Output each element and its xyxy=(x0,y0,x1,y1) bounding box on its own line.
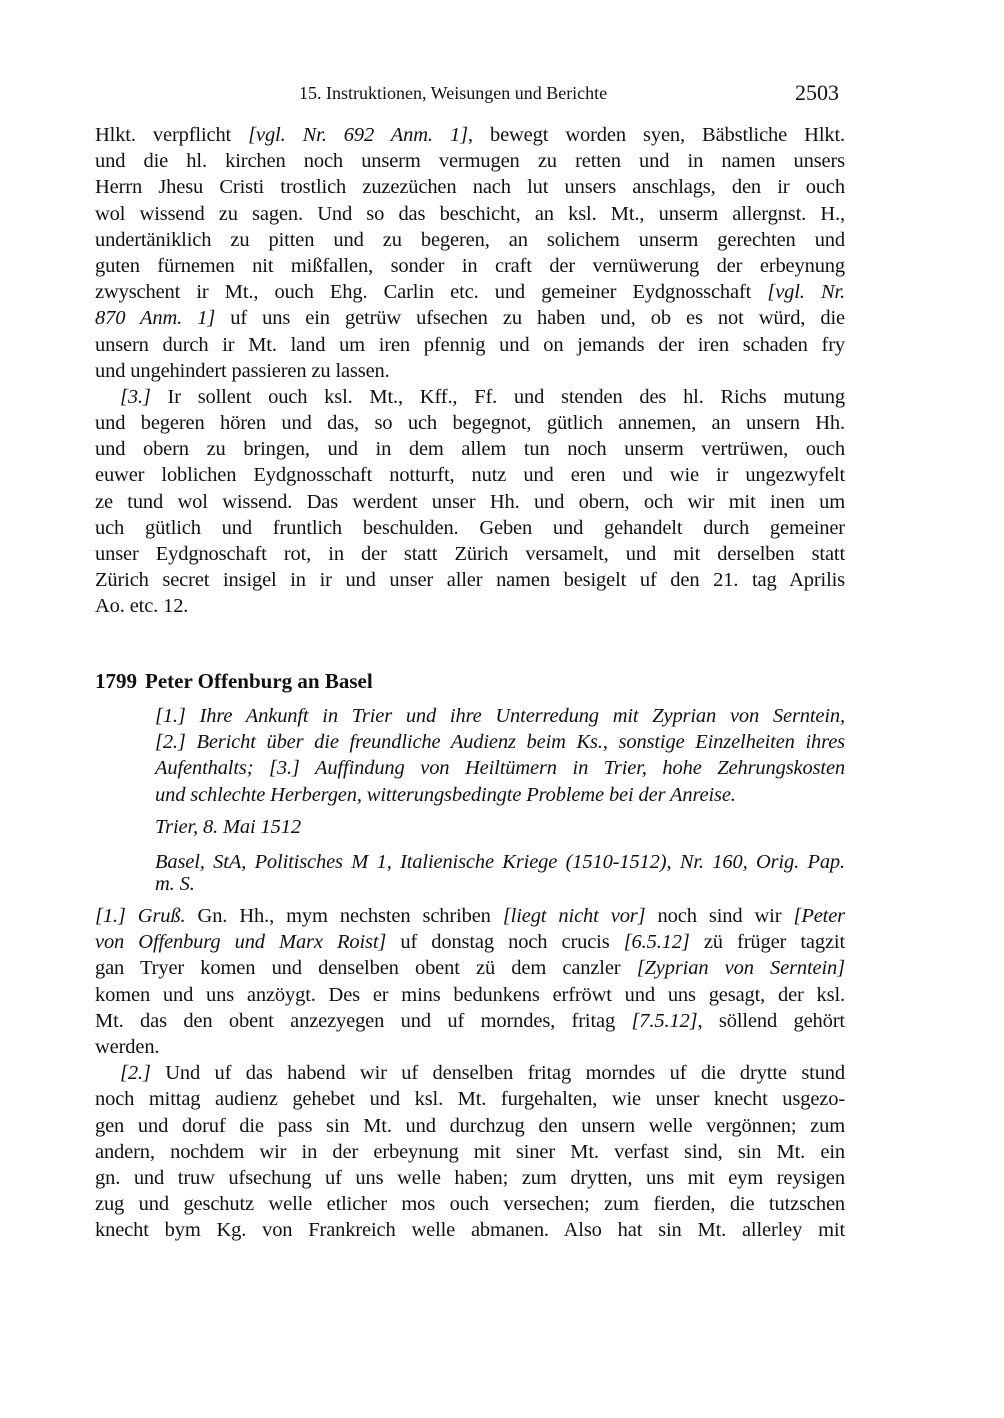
editorial-note: Trier, 8. Mai 1512 xyxy=(155,816,301,838)
text-line xyxy=(95,1139,845,1165)
editorial-note: [2.] xyxy=(120,1062,151,1085)
text-segment: andern, nochdem wir in der erbeynung mit siner Mt. verfast sind, sin Mt. ein xyxy=(95,1140,845,1163)
text-segment: Und uf das habend wir uf denselben fritag morndes uf die drytte stund xyxy=(150,1062,845,1085)
editorial-note: und schlechte Herbergen, witterungsbedingte Probleme bei der Anreise. xyxy=(155,783,736,806)
text-segment: und begeren hören und das, so uch begegnot, gütlich annemen, an unsern Hh. xyxy=(95,412,845,435)
text-line xyxy=(95,1034,845,1060)
text-segment: Herrn Jhesu Cristi trostlich zuzezüchen nach lut unsers anschlags, den ir ouch xyxy=(95,176,845,199)
text-segment: noch mittag audienz gehebet und ksl. Mt. furgehalten, wie unser knecht usgezo- xyxy=(95,1088,845,1111)
text-line xyxy=(155,814,845,840)
text-line xyxy=(95,515,845,541)
document-number: 1799 xyxy=(95,669,137,693)
editorial-note: [7.5.12] xyxy=(631,1009,698,1032)
text-segment: uf uns ein getrüw ufsechen zu haben und, ob es not würd, die xyxy=(215,307,845,330)
editorial-note: [vgl. Nr. xyxy=(767,281,845,304)
text-line xyxy=(95,174,845,200)
document-heading xyxy=(95,668,373,694)
text-segment: zwyschent ir Mt., ouch Ehg. Carlin etc. und gemeiner Eydgnosschaft xyxy=(95,281,768,304)
text-segment: unser Eydgnoschaft rot, in der statt Zürich versamelt, und mit derselben statt xyxy=(95,543,845,565)
text-segment: , bewegt worden syen, Bäbstliche Hlkt. xyxy=(467,124,845,146)
text-line xyxy=(95,593,845,619)
text-line xyxy=(95,358,845,384)
text-segment: Gn. Hh., mym nechsten schriben xyxy=(185,905,503,927)
document-title: Peter Offenburg an Basel xyxy=(145,669,373,693)
text-segment: Ir sollent ouch ksl. Mt., Kff., Ff. und stenden des hl. Richs mutung xyxy=(150,385,845,408)
text-segment: ze tund wol wissend. Das werdent unser Hh. und obern, och wir mit inen um xyxy=(95,490,845,513)
editorial-note: m. S. xyxy=(155,873,195,895)
text-line xyxy=(95,982,845,1008)
text-segment: gen und doruf die pass sin Mt. und durchzug den unsern welle vergönnen; zum xyxy=(95,1114,845,1137)
text-segment: zug und geschutz welle etlicher mos ouch versechen; zum fierden, die tutzschen xyxy=(95,1193,845,1216)
text-line xyxy=(95,122,845,148)
editorial-note: [2.] Bericht über die freundliche Audienz beim Ks., sonstige Einzelheiten ihres xyxy=(155,731,845,754)
text-segment: Hlkt. verpflicht xyxy=(95,124,249,146)
text-segment: werden. xyxy=(95,1035,160,1058)
text-segment: zü früger tagzit xyxy=(689,931,845,954)
text-line xyxy=(95,903,845,929)
text-segment: gn. und truw ufsechung uf uns welle haben; zum drytten, uns mit eym reysigen xyxy=(95,1166,845,1189)
text-line xyxy=(95,955,845,981)
running-title: 15. Instruktionen, Weisungen und Berichte xyxy=(299,83,608,103)
text-line xyxy=(95,436,845,462)
text-line xyxy=(95,1113,845,1139)
text-part1 xyxy=(95,122,845,620)
editorial-note: 870 Anm. 1] xyxy=(95,307,216,330)
text-line xyxy=(95,1217,845,1243)
text-segment: und ungehindert passieren zu lassen. xyxy=(95,359,390,382)
text-line xyxy=(95,384,845,410)
editorial-note: [3.] xyxy=(120,385,151,408)
editorial-note: [6.5.12] xyxy=(623,931,690,954)
text-line xyxy=(95,332,845,358)
text-line xyxy=(155,755,845,781)
text-line xyxy=(155,871,845,893)
text-segment: undertäniklich zu pitten und zu begeren, an solichem unserm gerechten und xyxy=(95,228,845,251)
editorial-note: [vgl. Nr. 692 Anm. 1] xyxy=(248,124,468,146)
text-line xyxy=(95,567,845,593)
text-segment: noch sind wir xyxy=(645,905,794,927)
text-line xyxy=(95,489,845,515)
text-segment: uch gütlich und fruntlich beschulden. Geben und gehandelt durch gemeiner xyxy=(95,516,845,539)
editorial-note: von Offenburg und Marx Roist] xyxy=(95,931,387,954)
text-segment: guten fürnemen nit mißfallen, sonder in craft der vernüwerung der erbeynung xyxy=(95,254,845,277)
document-source xyxy=(155,849,845,893)
text-segment: euwer loblichen Eydgnosschaft notturft, nutz und eren und wie ir ungezwyfelt xyxy=(95,464,845,487)
text-line xyxy=(95,227,845,253)
text-line xyxy=(155,782,845,808)
text-line xyxy=(155,849,845,871)
text-line xyxy=(95,148,845,174)
text-line xyxy=(95,305,845,331)
text-line xyxy=(95,1086,845,1112)
text-line xyxy=(95,201,845,227)
document-date-place xyxy=(155,814,845,840)
editorial-note: [1.] Ihre Ankunft in Trier und ihre Unterredung mit Zyprian von Serntein, xyxy=(155,705,845,727)
text-line xyxy=(155,703,845,729)
text-line xyxy=(95,1191,845,1217)
text-line xyxy=(95,541,845,567)
text-line xyxy=(95,253,845,279)
text-segment: Zürich secret insigel in ir und unser aller namen besigelt uf den 21. tag Aprilis xyxy=(95,569,845,592)
text-segment: und obern zu bringen, und in dem allem tun noch unserm vertrüwen, ouch xyxy=(95,438,845,461)
text-line xyxy=(95,279,845,305)
text-part2 xyxy=(95,903,845,1243)
text-line xyxy=(95,462,845,488)
editorial-note: [1.] Gruß. xyxy=(95,905,186,927)
text-segment: komen und uns anzöygt. Des er mins bedunkens erfröwt und uns gesagt, der ksl. xyxy=(95,983,845,1006)
document-summary xyxy=(155,703,845,808)
editorial-note: [Peter xyxy=(793,905,845,927)
editorial-note: [liegt nicht vor] xyxy=(502,905,646,927)
text-segment: und die hl. kirchen noch unserm vermugen zu retten und in namen unsers xyxy=(95,150,845,173)
text-line xyxy=(95,1008,845,1034)
editorial-note: [Zyprian von Serntein] xyxy=(636,957,845,980)
text-segment: uf donstag noch crucis xyxy=(386,931,624,954)
text-segment: Mt. das den obent anzezyegen und uf morndes, fritag xyxy=(95,1009,632,1032)
text-line xyxy=(95,1165,845,1191)
text-segment: wol wissend zu sagen. Und so das beschicht, an ksl. Mt., unserm allergnst. H., xyxy=(95,202,845,225)
text-segment: unsern durch ir Mt. land um iren pfennig und on jemands der iren schaden fry xyxy=(95,333,845,356)
text-line xyxy=(95,929,845,955)
text-segment: , söllend gehört xyxy=(697,1009,845,1032)
editorial-note: Basel, StA, Politisches M 1, Italienische Kriege (1510-1512), Nr. 160, Orig. Pap. xyxy=(155,851,845,873)
page-number: 2503 xyxy=(795,80,839,105)
text-segment: knecht bym Kg. von Frankreich welle abmanen. Also hat sin Mt. allerley mit xyxy=(95,1219,845,1242)
text-line xyxy=(155,729,845,755)
text-segment: Ao. etc. 12. xyxy=(95,595,189,618)
text-segment: gan Tryer komen und denselben obent zü dem canzler xyxy=(95,957,637,980)
text-line xyxy=(95,410,845,436)
text-line xyxy=(95,1060,845,1086)
editorial-note: Aufenthalts; [3.] Auffindung von Heiltümern in Trier, hohe Zehrungskosten xyxy=(155,757,845,780)
